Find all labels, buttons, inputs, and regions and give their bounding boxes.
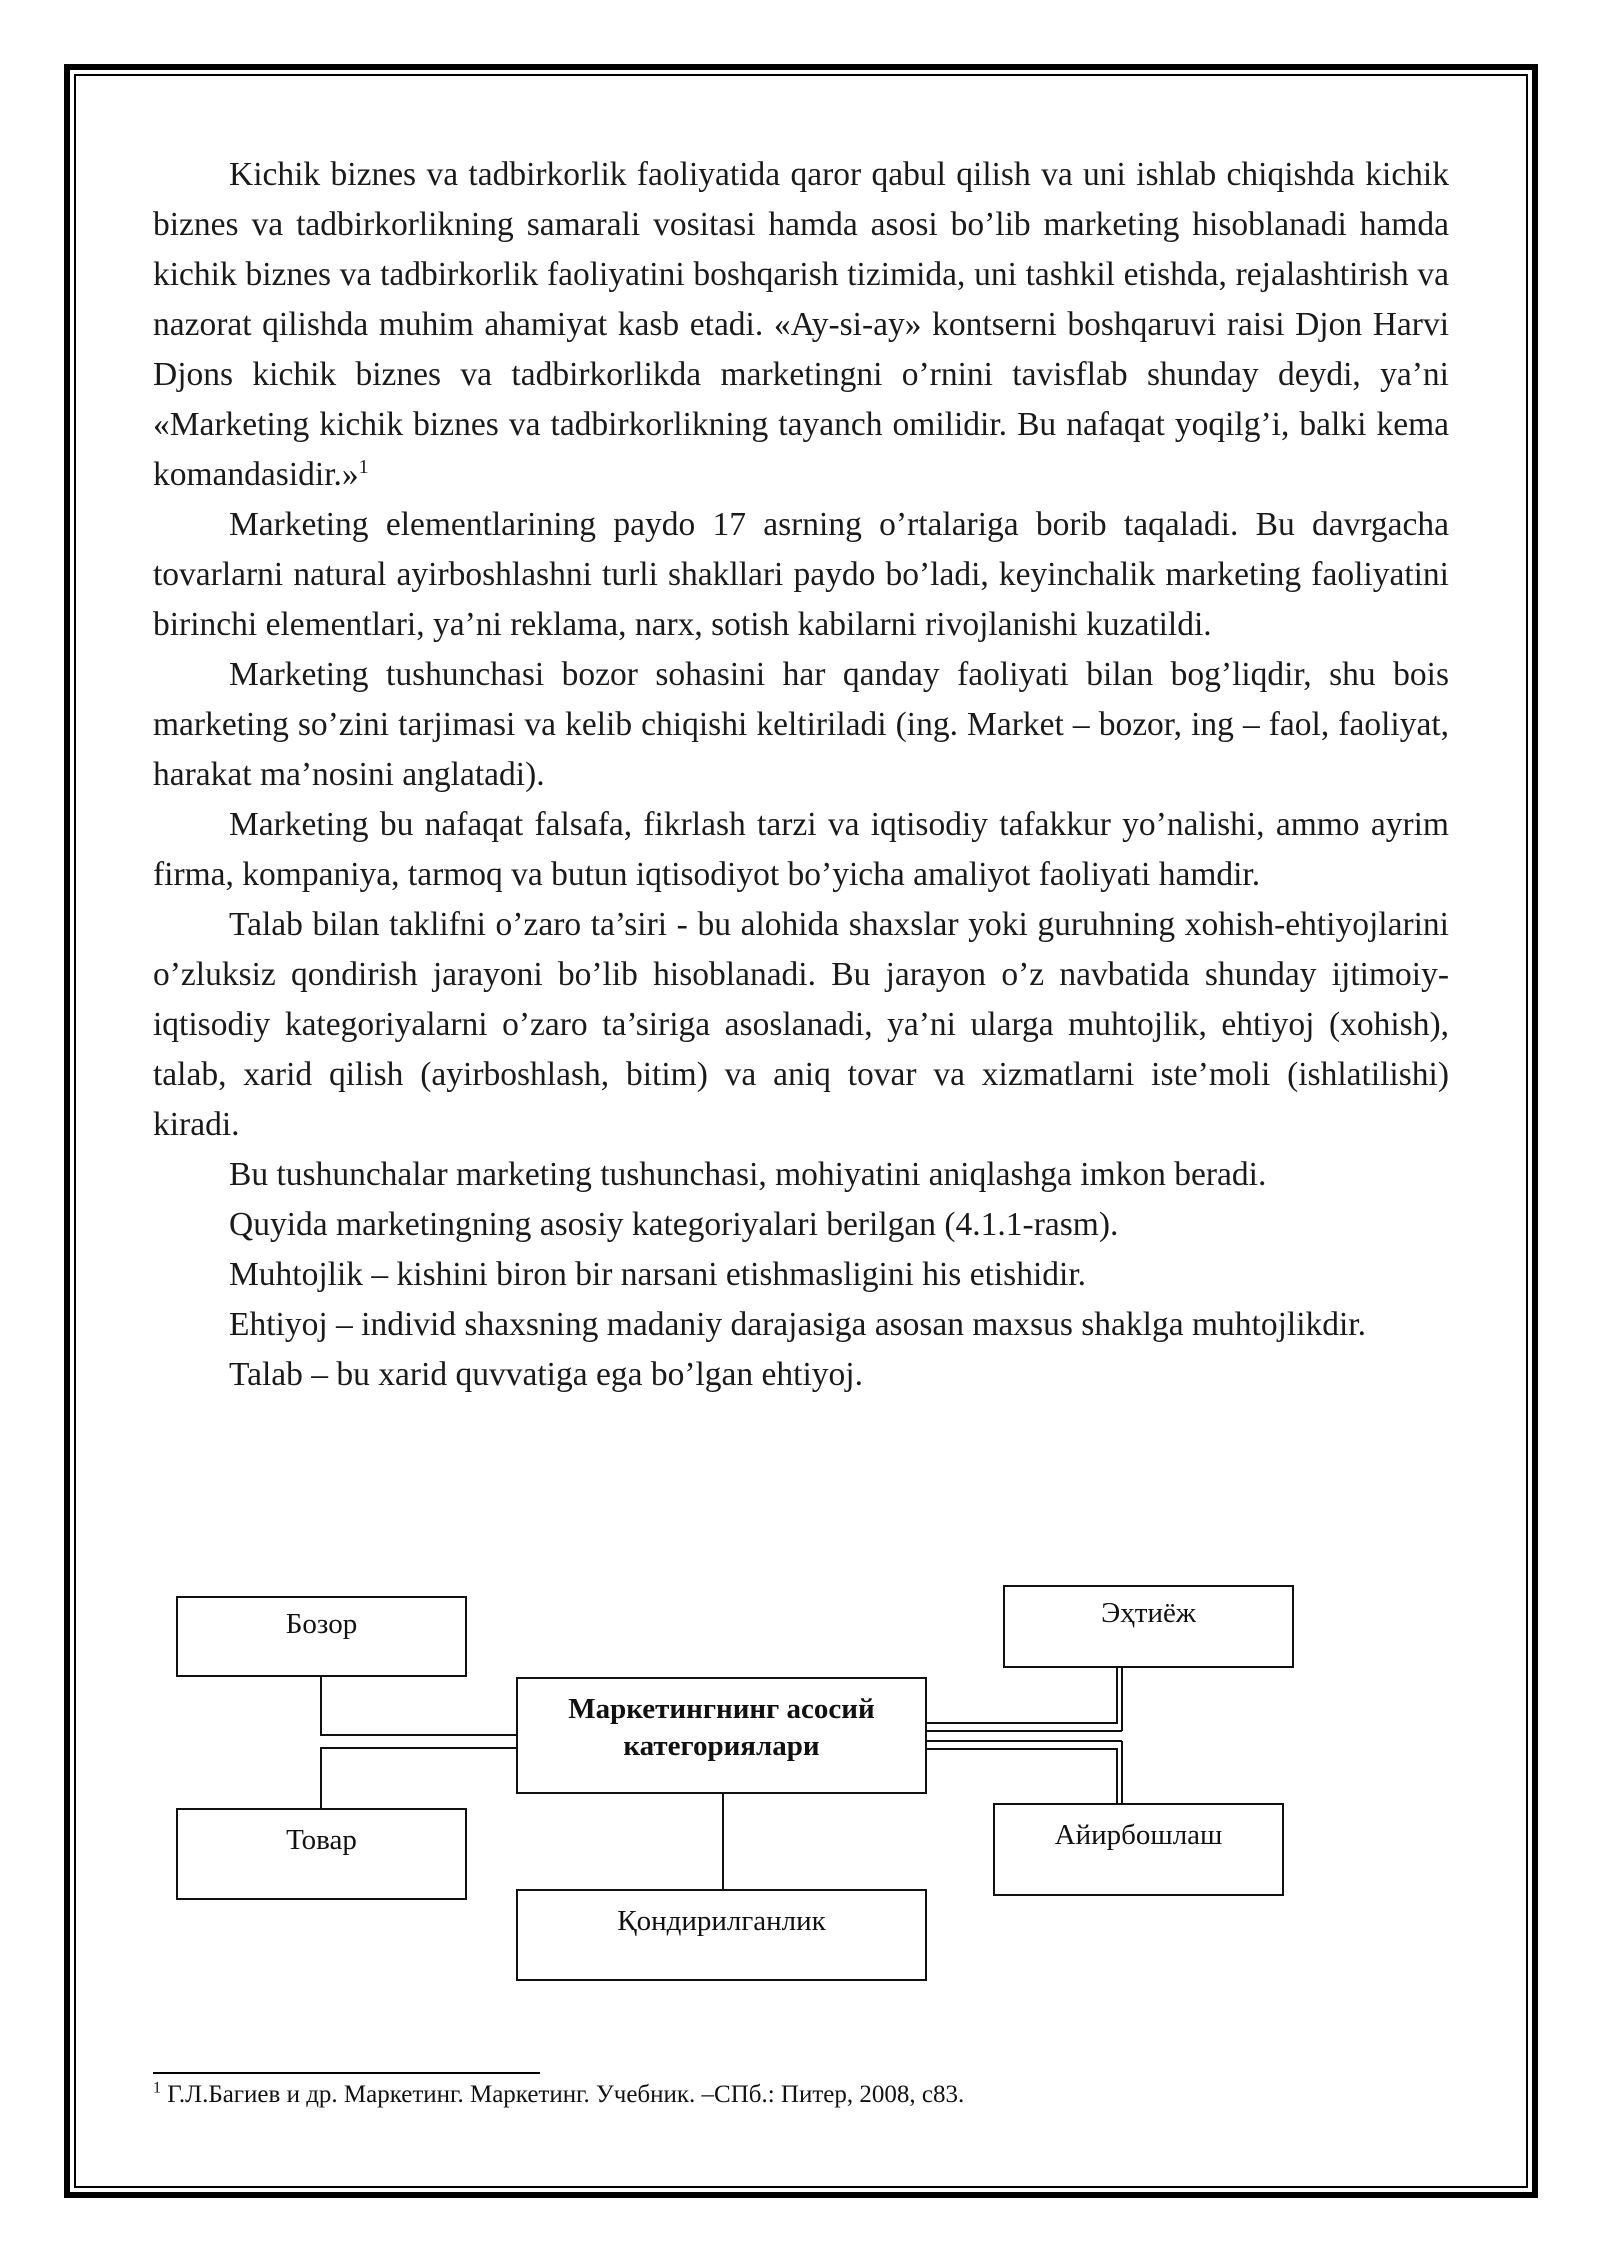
diagram-box-tovar	[176, 1808, 467, 1900]
paragraph: Talab bilan taklifni o’zaro ta’siri - bu alohida shaxslar yoki guruhning xohish-ehtiyojlarini o’zluksiz qondirish jarayoni bo’lib hisoblanadi. Bu jarayon o’z navbatida shunday ijtimoiy-iqtisodiy kategoriyalarni o’zaro ta’siriga asoslanadi, ya’ni ularga muhtojlik, ehtiyoj (xohish), talab, xarid qilish (ayirboshlash, bitim) va aniq tovar va xizmatlarni iste’moli (ishlatilishi) kiradi.	[153, 906, 1449, 1143]
center-label-line2: категориялари	[623, 1730, 820, 1762]
paragraph: Quyida marketingning asosiy kategoriyalari berilgan (4.1.1-rasm).	[229, 1206, 1119, 1243]
ehtiyoj-label: Эҳтиёж	[1101, 1597, 1196, 1629]
paragraph: Muhtojlik – kishini biron bir narsani etishmasligini his etishidir.	[229, 1256, 1087, 1293]
footnote-mark: 1	[153, 2079, 161, 2097]
paragraph: Marketing bu nafaqat falsafa, fikrlash tarzi va iqtisodiy tafakkur yo’nalishi, ammo ayrim firma, kompaniya, tarmoq va butun iqtisodiyot bo’yicha amaliyot faoliyati hamdir.	[153, 806, 1449, 893]
bozor-label: Бозор	[285, 1608, 358, 1640]
paragraph: Marketing elementlarining paydo 17 asrning o’rtalariga borib taqaladi. Bu davrgacha tovarlarni natural ayirboshlashni turli shakllari paydo bo’ladi, keyinchalik marketing faoliyatini birinchi elementlari, ya’ni reklama, narx, sotish kabilarni rivojlanishi kuzatildi.	[153, 506, 1449, 643]
diagram-box-ayirboshlash	[993, 1803, 1284, 1896]
paragraph: Marketing tushunchasi bozor sohasini har qanday faoliyati bilan bog’liqdir, shu bois marketing so’zini tarjimasi va kelib chiqishi keltiriladi (ing. Market – bozor, ing – faol, faoliyat, harakat ma’nosini anglatadi).	[153, 656, 1449, 793]
center-label-line1: Маркетингнинг асосий	[568, 1693, 875, 1725]
diagram-center-box	[516, 1677, 927, 1794]
paragraph-text: Kichik biznes va tadbirkorlik faoliyatida qaror qabul qilish va uni ishlab chiqishda kichik biznes va tadbirkorlikning samarali vositasi hamda asosi bo’lib marketing hisoblanadi hamda kichik biznes va tadbirkorlik faoliyatini boshqarish tizimida, uni tashkil etishda, rejalashtirish va nazorat qilishda muhim ahamiyat kasb etadi. «Ay-si-ay» kontserni boshqaruvi raisi Djon Harvi Djons kichik biznes va tadbirkorlikda marketingni o’rnini tavisflab shunday deydi, ya’ni «Marketing kichik biznes va tadbirkorlikning tayanch omilidir. Bu nafaqat yoqilg’i, balki kema komandasidir.»	[153, 156, 1449, 493]
paragraph	[153, 150, 1449, 500]
tovar-label: Товар	[286, 1824, 357, 1856]
paragraph: Talab – bu xarid quvvatiga ega bo’lgan ehtiyoj.	[229, 1356, 863, 1393]
paragraph: Bu tushunchalar marketing tushunchasi, mohiyatini aniqlashga imkon beradi.	[229, 1156, 1267, 1193]
body-text	[153, 150, 1449, 1400]
footnote-reference: 1	[358, 455, 369, 478]
footnote	[153, 2081, 1443, 2109]
ayirboshlash-label: Айирбошлаш	[1054, 1819, 1223, 1851]
footnote-text: Г.Л.Багиев и др. Маркетинг. Маркетинг. Учебник. –СПб.: Питер, 2008, с83.	[167, 2081, 965, 2108]
diagram-box-ehtiyoj	[1003, 1585, 1294, 1668]
diagram-box-qondirilganlik	[516, 1889, 927, 1981]
paragraph: Ehtiyoj – individ shaxsning madaniy darajasiga asosan maxsus shaklga muhtojlikdir.	[229, 1306, 1366, 1343]
qondirilganlik-label: Қондирилганлик	[617, 1905, 826, 1937]
diagram-box-bozor	[176, 1596, 467, 1677]
footnote-separator	[153, 2072, 540, 2074]
